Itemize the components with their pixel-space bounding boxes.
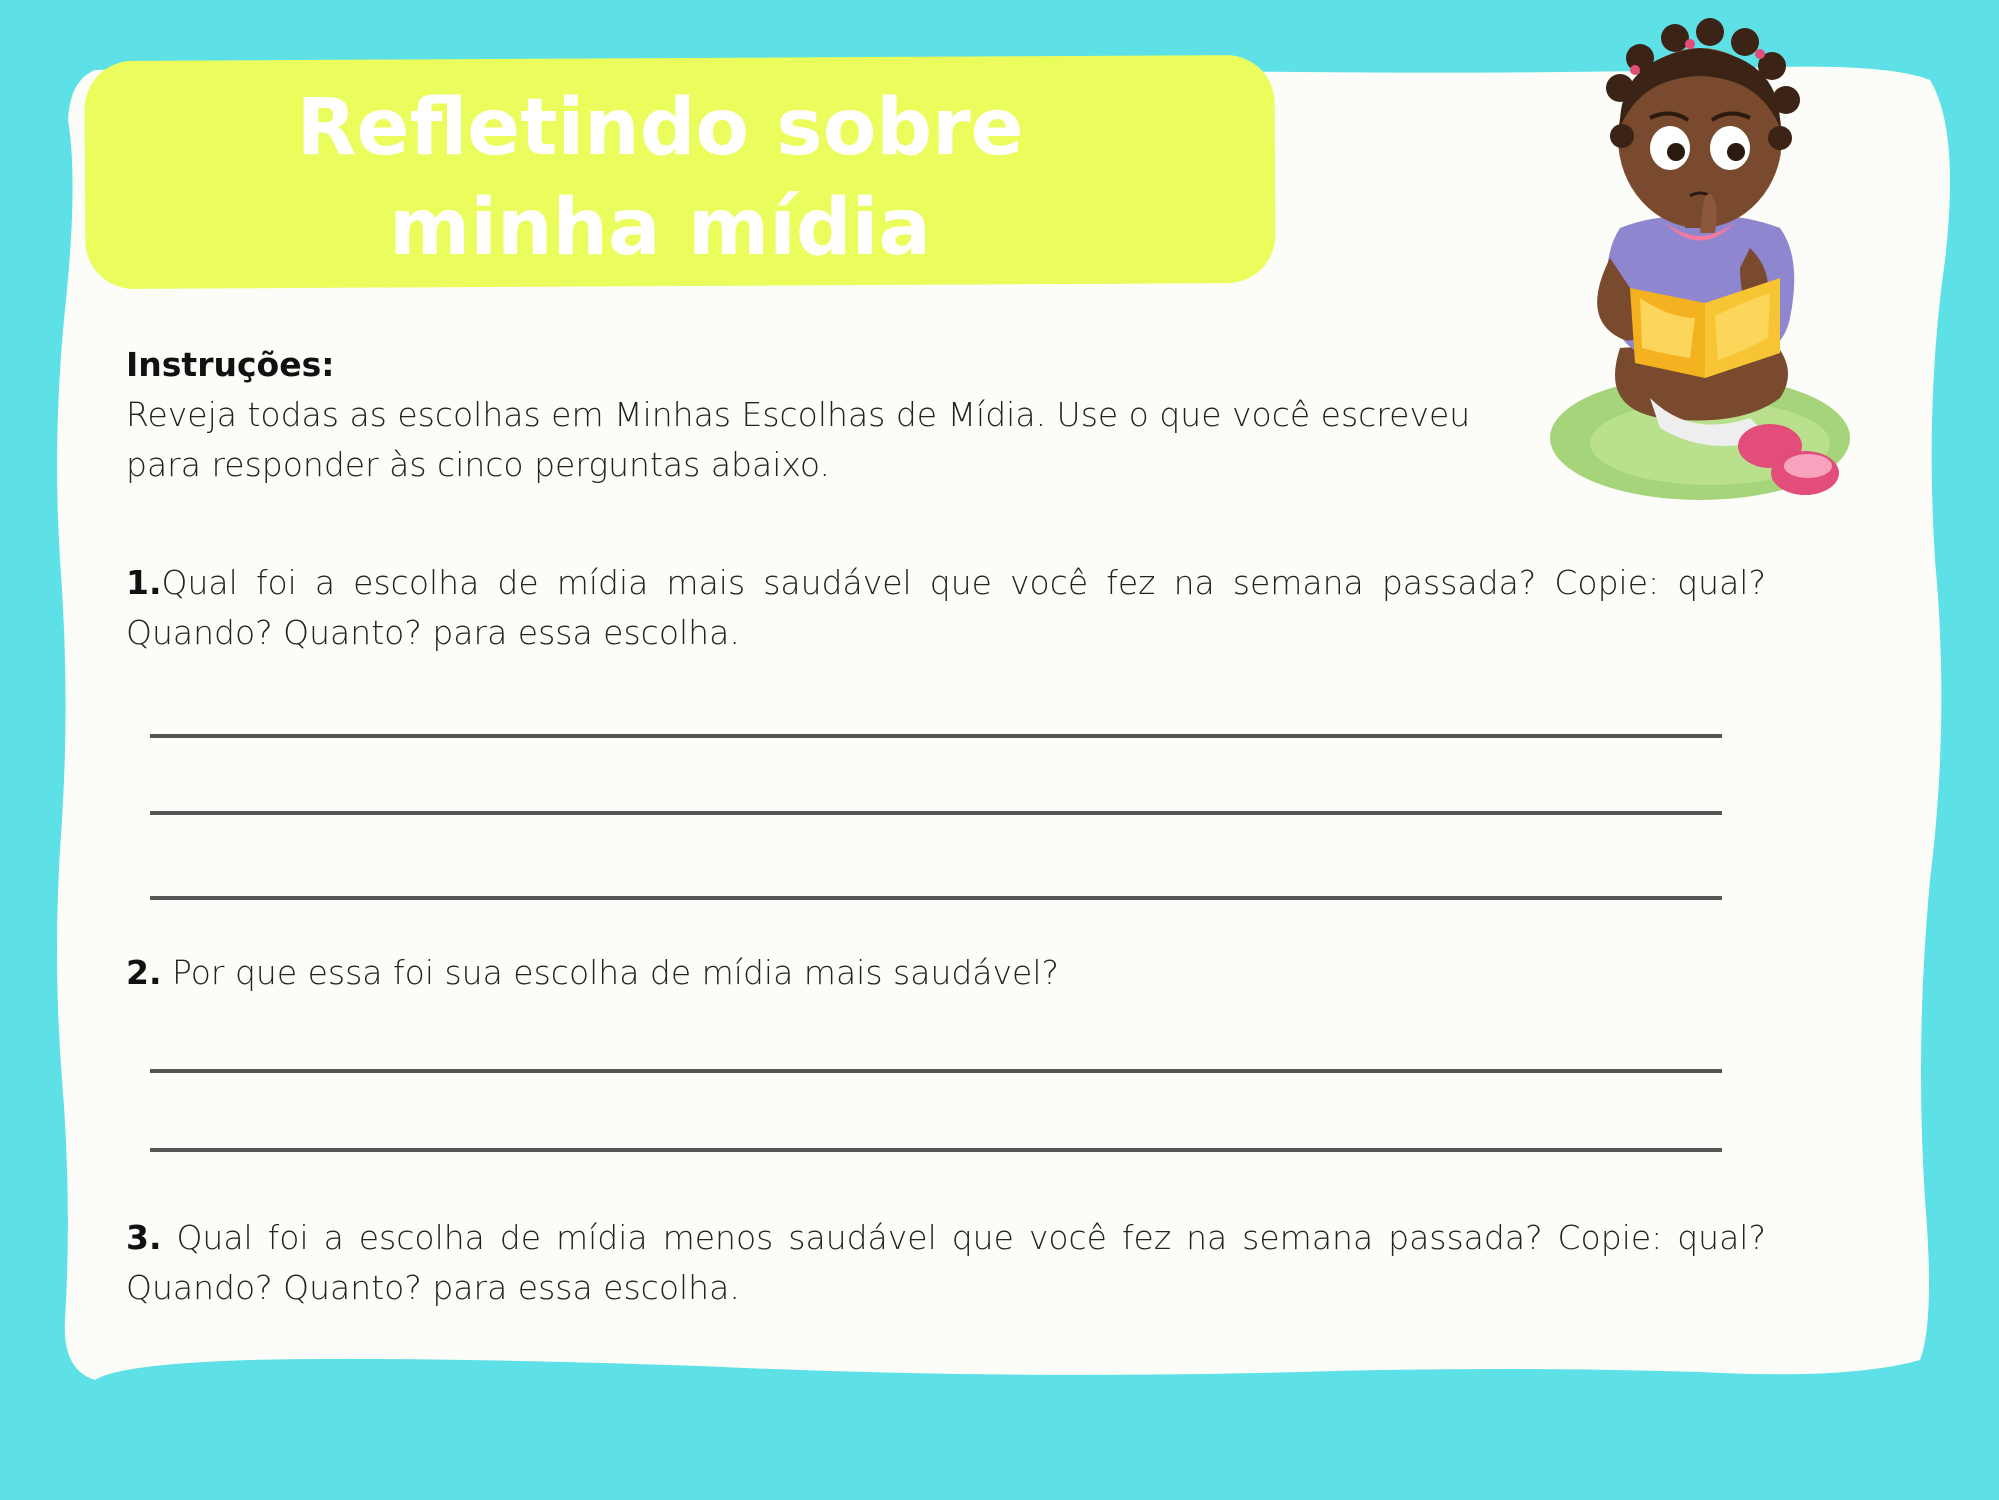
question-number: 2. xyxy=(126,953,162,992)
answer-line[interactable] xyxy=(150,811,1722,815)
question-text: Qual foi a escolha de mídia mais saudável que você fez na semana passada? Copie: qual? Quando? Quanto? para essa escolha. xyxy=(126,563,1766,652)
instructions-heading: Instruções: xyxy=(126,345,335,384)
question-text: Qual foi a escolha de mídia menos saudável que você fez na semana passada? Copie: qual? Quando? Quanto? para essa escolha. xyxy=(126,1218,1766,1307)
girl-reading-book-illustration xyxy=(1540,18,1860,518)
question-2 xyxy=(126,948,1766,998)
answer-line[interactable] xyxy=(150,734,1722,738)
question-number: 1. xyxy=(126,563,162,602)
answer-line[interactable] xyxy=(150,1148,1722,1152)
answer-line[interactable] xyxy=(150,1069,1722,1073)
page-title: Refletindo sobre minha mídia xyxy=(296,83,1024,273)
instructions-text: Reveja todas as escolhas em Minhas Escolhas de Mídia. Use o que você escreveu para responder às cinco perguntas abaixo. xyxy=(126,395,1471,484)
question-3 xyxy=(126,1213,1766,1313)
question-text: Por que essa foi sua escolha de mídia mais saudável? xyxy=(161,953,1060,992)
question-number: 3. xyxy=(126,1218,162,1257)
answer-line[interactable] xyxy=(150,896,1722,900)
question-1 xyxy=(126,558,1766,658)
